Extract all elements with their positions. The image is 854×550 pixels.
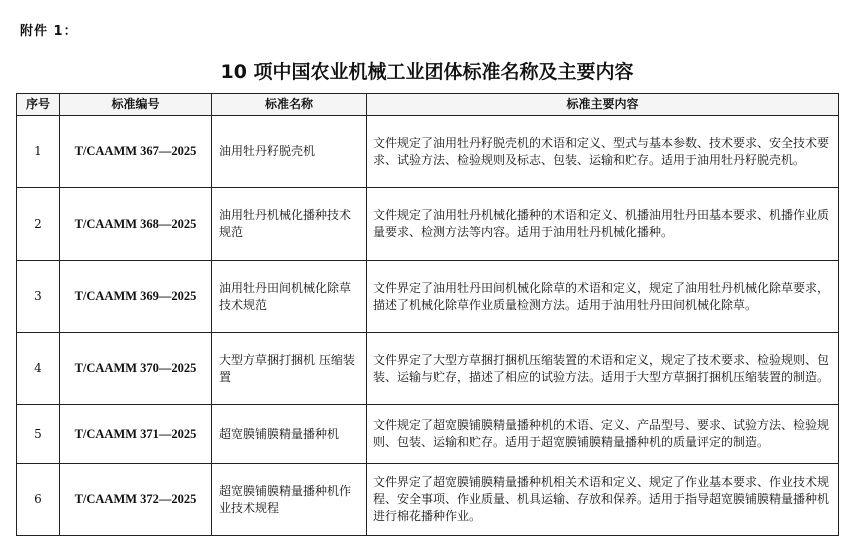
table-row (17, 188, 839, 261)
row-code: T/CAAMM 371—2025 (60, 405, 212, 464)
row-content: 文件界定了大型方草捆打捆机压缩装置的术语和定义，规定了技术要求、检验规则、包装、运输与贮存，描述了相应的试验方法。适用于大型方草捆打捆机压缩装置的制造。 (367, 333, 839, 405)
row-content: 文件规定了油用牡丹机械化播种的术语和定义、机播油用牡丹田基本要求、机播作业质量要求、检测方法等内容。适用于油用牡丹机械化播种。 (367, 188, 839, 261)
table-row (17, 333, 839, 405)
row-no: 6 (17, 464, 60, 536)
row-content: 文件界定了超宽膜铺膜精量播种机相关术语和定义、规定了作业基本要求、作业技术规程、安全事项、作业质量、机具运输、存放和保养。适用于指导超宽膜铺膜精量播种机进行棉花播种作业。 (367, 464, 839, 536)
row-code: T/CAAMM 372—2025 (60, 464, 212, 536)
row-no: 4 (17, 333, 60, 405)
row-code: T/CAAMM 367—2025 (60, 116, 212, 188)
row-content: 文件规定了超宽膜铺膜精量播种机的术语、定义、产品型号、要求、试验方法、检验规则、包装、运输和贮存。适用于超宽膜铺膜精量播种机的质量评定的制造。 (367, 405, 839, 464)
row-no: 3 (17, 261, 60, 333)
row-code: T/CAAMM 368—2025 (60, 188, 212, 261)
header-content: 标准主要内容 (367, 94, 839, 116)
row-code: T/CAAMM 370—2025 (60, 333, 212, 405)
row-code: T/CAAMM 369—2025 (60, 261, 212, 333)
annex-label: 附件 1： (20, 24, 78, 39)
row-no: 1 (17, 116, 60, 188)
row-content: 文件规定了油用牡丹籽脱壳机的术语和定义、型式与基本参数、技术要求、安全技术要求、试验方法、检验规则及标志、包装、运输和贮存。适用于油用牡丹籽脱壳机。 (367, 116, 839, 188)
row-no: 2 (17, 188, 60, 261)
row-no: 5 (17, 405, 60, 464)
row-name: 油用牡丹田间机械化除草技术规范 (212, 261, 367, 333)
table-row (17, 464, 839, 536)
table-header-row (17, 94, 839, 116)
row-name: 超宽膜铺膜精量播种机作业技术规程 (212, 464, 367, 536)
header-code: 标准编号 (60, 94, 212, 116)
row-name: 油用牡丹机械化播种技术规范 (212, 188, 367, 261)
row-content: 文件界定了油用牡丹田间机械化除草的术语和定义，规定了油用牡丹机械化除草要求，描述了机械化除草作业质量检测方法。适用于油用牡丹田间机械化除草。 (367, 261, 839, 333)
header-name: 标准名称 (212, 94, 367, 116)
table-row (17, 405, 839, 464)
header-no: 序号 (17, 94, 60, 116)
table-row (17, 116, 839, 188)
table-row (17, 261, 839, 333)
standards-table (16, 93, 839, 536)
row-name: 油用牡丹籽脱壳机 (212, 116, 367, 188)
row-name: 大型方草捆打捆机 压缩装置 (212, 333, 367, 405)
row-name: 超宽膜铺膜精量播种机 (212, 405, 367, 464)
page-title: 10 项中国农业机械工业团体标准名称及主要内容 (220, 61, 634, 83)
